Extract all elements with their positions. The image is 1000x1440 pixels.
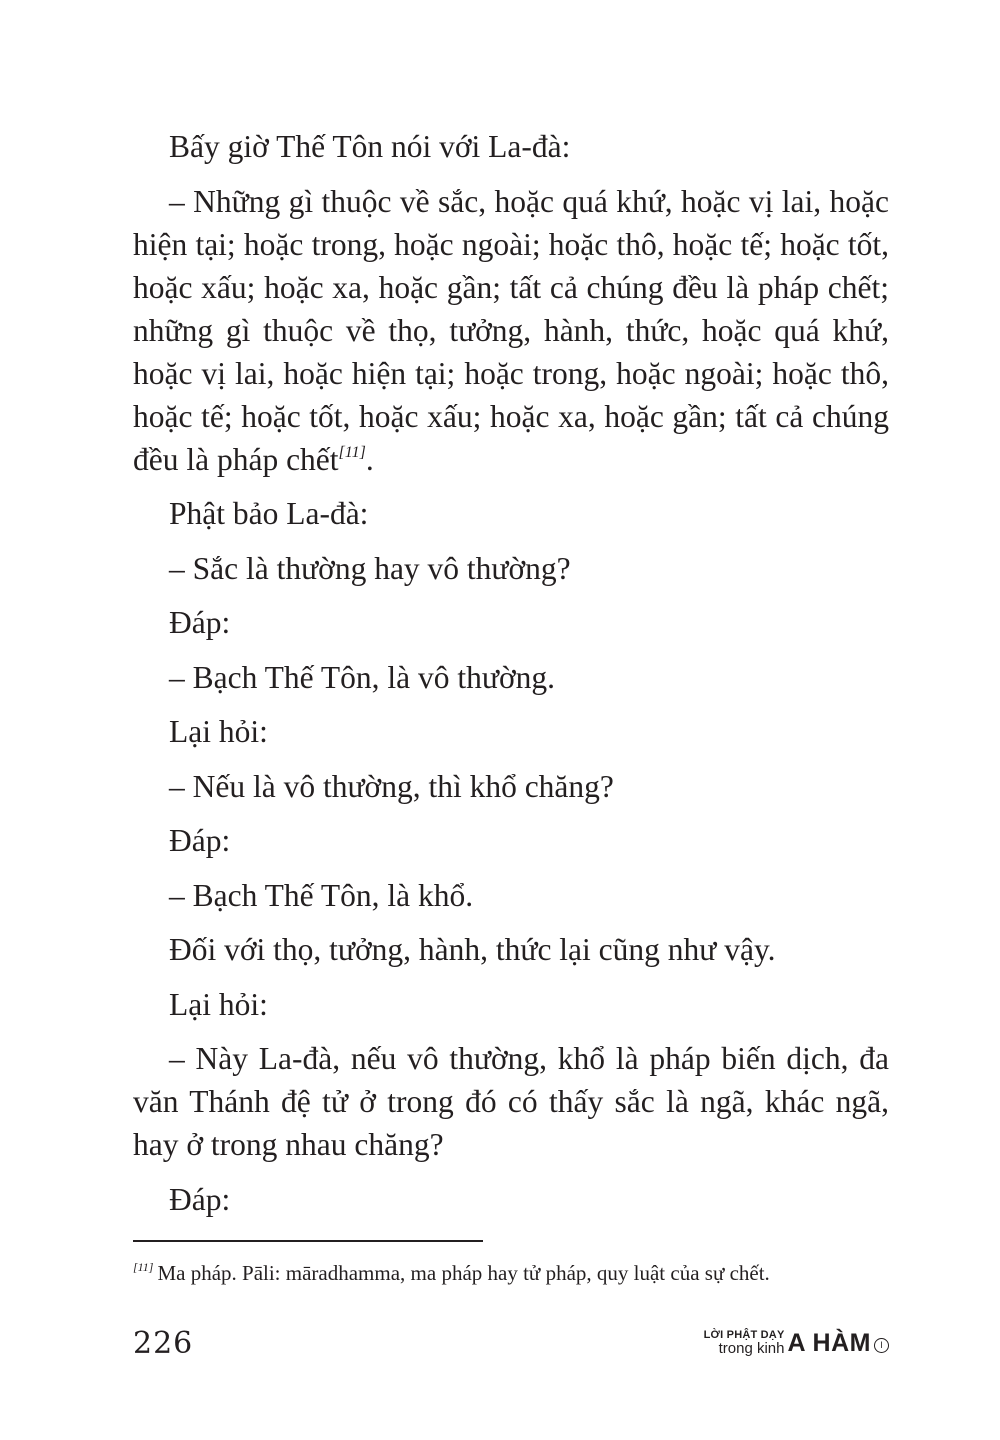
footnote-reference[interactable]: [11]	[338, 443, 366, 461]
paragraph: Bấy giờ Thế Tôn nói với La-đà:	[169, 129, 571, 164]
logo-subtitle	[704, 1330, 785, 1356]
paragraph: Đối với thọ, tưởng, hành, thức lại cũng như vậy.	[169, 932, 776, 967]
paragraph: – Những gì thuộc về sắc, hoặc quá khứ, hoặc vị lai, hoặc hiện tại; hoặc trong, hoặc ngoài; hoặc thô, hoặc tế; hoặc tốt, hoặc xấu; hoặc xa, hoặc gần; tất cả chúng đều là pháp chết; những gì thuộc về thọ, tưởng, hành, thức, hoặc quá khứ, hoặc vị lai, hoặc hiện tại; hoặc trong, hoặc ngoài; hoặc thô, hoặc tế; hoặc tốt, hoặc xấu; hoặc xa, hoặc gần; tất cả chúng đều là pháp chết[11].	[133, 183, 889, 477]
paragraph: Đáp:	[169, 823, 231, 858]
logo-title: A HÀM	[787, 1329, 871, 1357]
paragraph: – Bạch Thế Tôn, là vô thường.	[169, 659, 556, 695]
book-title-logo	[704, 1330, 889, 1356]
paragraph: – Sắc là thường hay vô thường?	[169, 550, 571, 586]
paragraph: – Nếu là vô thường, thì khổ chăng?	[169, 768, 614, 804]
main-text	[133, 125, 889, 1232]
footnote-divider	[133, 1240, 483, 1242]
volume-badge: I	[874, 1338, 889, 1353]
footnote-marker: [11]	[133, 1260, 154, 1274]
logo-bottom-line: trong kinh	[718, 1340, 785, 1357]
footnote	[133, 1258, 893, 1288]
logo-top-line: LỜI PHẬT DẠY	[703, 1329, 785, 1341]
page-number: 226	[133, 1326, 194, 1361]
paragraph: Lại hỏi:	[169, 714, 268, 749]
paragraph: – Bạch Thế Tôn, là khổ.	[169, 877, 474, 913]
paragraph: Đáp:	[169, 605, 231, 640]
paragraph: Lại hỏi:	[169, 986, 268, 1022]
paragraph: – Này La-đà, nếu vô thường, khổ là pháp biến dịch, đa văn Thánh đệ tử ở trong đó có thấy sắc là ngã, khác ngã, hay ở trong nhau chăng?	[133, 1041, 889, 1162]
paragraph: Phật bảo La-đà:	[169, 496, 369, 531]
paragraph: Đáp:	[169, 1181, 231, 1217]
footnote-text: Ma pháp. Pāli: māradhamma, ma pháp hay tử pháp, quy luật của sự chết.	[157, 1261, 770, 1285]
